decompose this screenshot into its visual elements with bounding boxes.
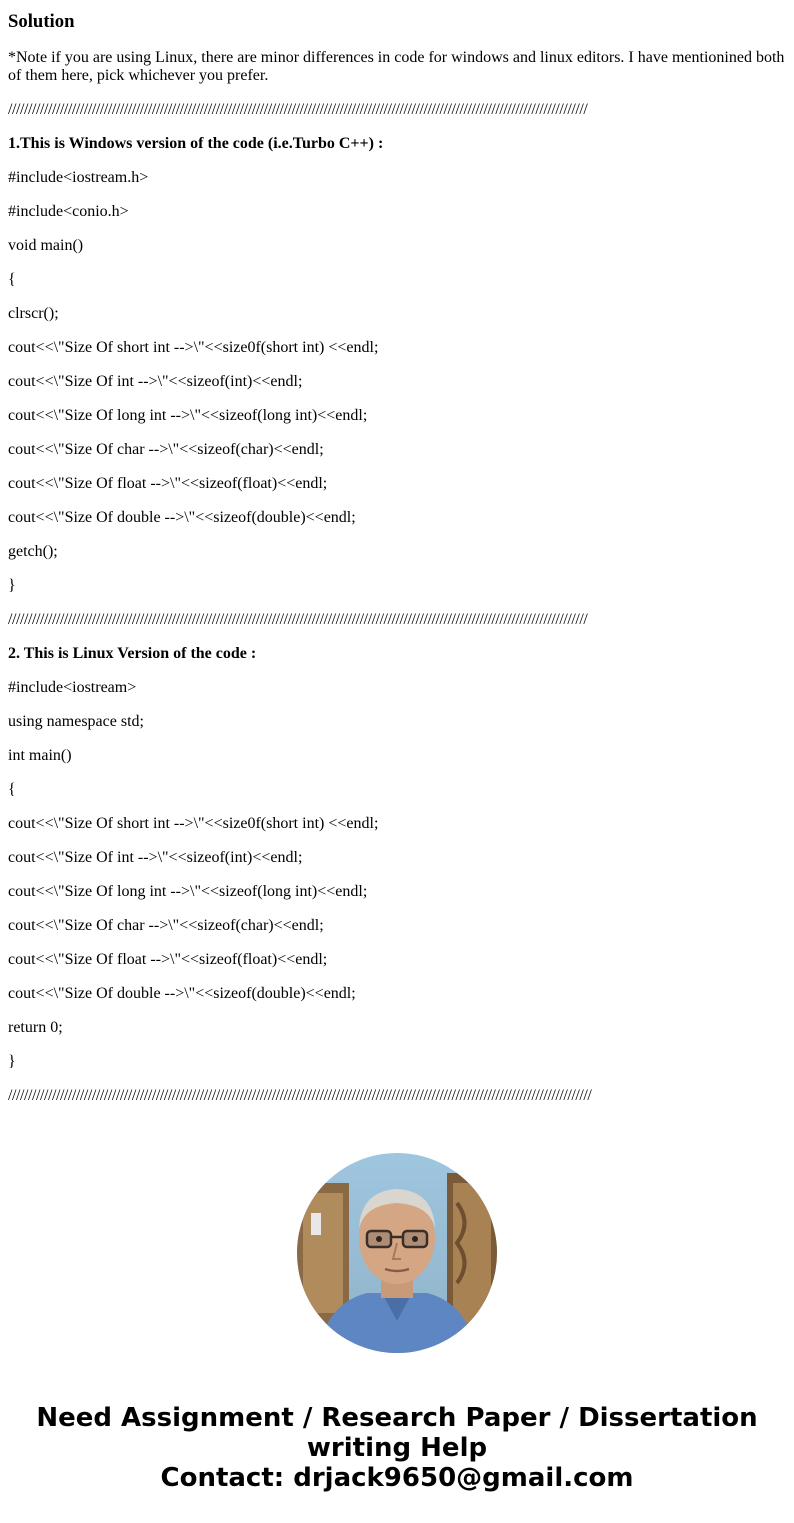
code-line: #include<conio.h> xyxy=(8,203,129,220)
code-line: cout<<\"Size Of float -->\"<<sizeof(float)<<endl; xyxy=(8,951,328,968)
code-line: } xyxy=(8,1053,16,1070)
code-line: #include<iostream> xyxy=(8,679,137,696)
avatar xyxy=(297,1153,497,1353)
code-line: return 0; xyxy=(8,1019,63,1036)
separator-line: ///////////////////////////////////////////////////////////////////////////////////////////////////////////////////////////////////////////////// xyxy=(8,611,588,628)
footer-contact: Contact: drjack9650@gmail.com xyxy=(160,1463,634,1493)
solution-content xyxy=(8,0,790,1105)
code-line: cout<<\"Size Of double -->\"<<sizeof(double)<<endl; xyxy=(8,509,356,526)
page-title: Solution xyxy=(8,11,75,32)
windows-section-heading: 1.This is Windows version of the code (i.e.Turbo C++) : xyxy=(8,135,384,152)
code-line: void main() xyxy=(8,237,84,254)
code-line: cout<<\"Size Of int -->\"<<sizeof(int)<<endl; xyxy=(8,849,303,866)
separator-line: ///////////////////////////////////////////////////////////////////////////////////////////////////////////////////////////////////////////////// xyxy=(8,101,588,118)
code-line: clrscr(); xyxy=(8,305,59,322)
code-line: getch(); xyxy=(8,543,58,560)
footer-line: Need Assignment / Research Paper / Dissertation xyxy=(36,1403,758,1433)
code-line: int main() xyxy=(8,747,72,764)
code-line: #include<iostream.h> xyxy=(8,169,149,186)
code-line: { xyxy=(8,781,16,798)
avatar-photo-illustration xyxy=(297,1153,497,1353)
code-line: cout<<\"Size Of short int -->\"<<size0f(short int) <<endl; xyxy=(8,339,379,356)
code-line: cout<<\"Size Of char -->\"<<sizeof(char)<<endl; xyxy=(8,441,324,458)
note-paragraph: *Note if you are using Linux, there are minor differences in code for windows and linux editors. I have mentionined both of them here, pick whichever you prefer. xyxy=(8,49,785,84)
code-line: cout<<\"Size Of double -->\"<<sizeof(double)<<endl; xyxy=(8,985,356,1002)
separator-line-end: ////////////////////////////////////////////////////////////////////////////////////////////////////////////////////////////////////////////////// xyxy=(8,1087,592,1104)
code-line: } xyxy=(8,577,16,594)
code-line: cout<<\"Size Of int -->\"<<sizeof(int)<<endl; xyxy=(8,373,303,390)
footer-line: writing Help xyxy=(306,1433,488,1463)
code-line: { xyxy=(8,271,16,288)
code-line: cout<<\"Size Of long int -->\"<<sizeof(long int)<<endl; xyxy=(8,407,368,424)
code-line: cout<<\"Size Of short int -->\"<<size0f(short int) <<endl; xyxy=(8,815,379,832)
code-line: using namespace std; xyxy=(8,713,144,730)
linux-section-heading: 2. This is Linux Version of the code : xyxy=(8,645,257,662)
code-line: cout<<\"Size Of long int -->\"<<sizeof(long int)<<endl; xyxy=(8,883,368,900)
code-line: cout<<\"Size Of char -->\"<<sizeof(char)<<endl; xyxy=(8,917,324,934)
code-line: cout<<\"Size Of float -->\"<<sizeof(float)<<endl; xyxy=(8,475,328,492)
footer-banner xyxy=(0,1403,794,1493)
